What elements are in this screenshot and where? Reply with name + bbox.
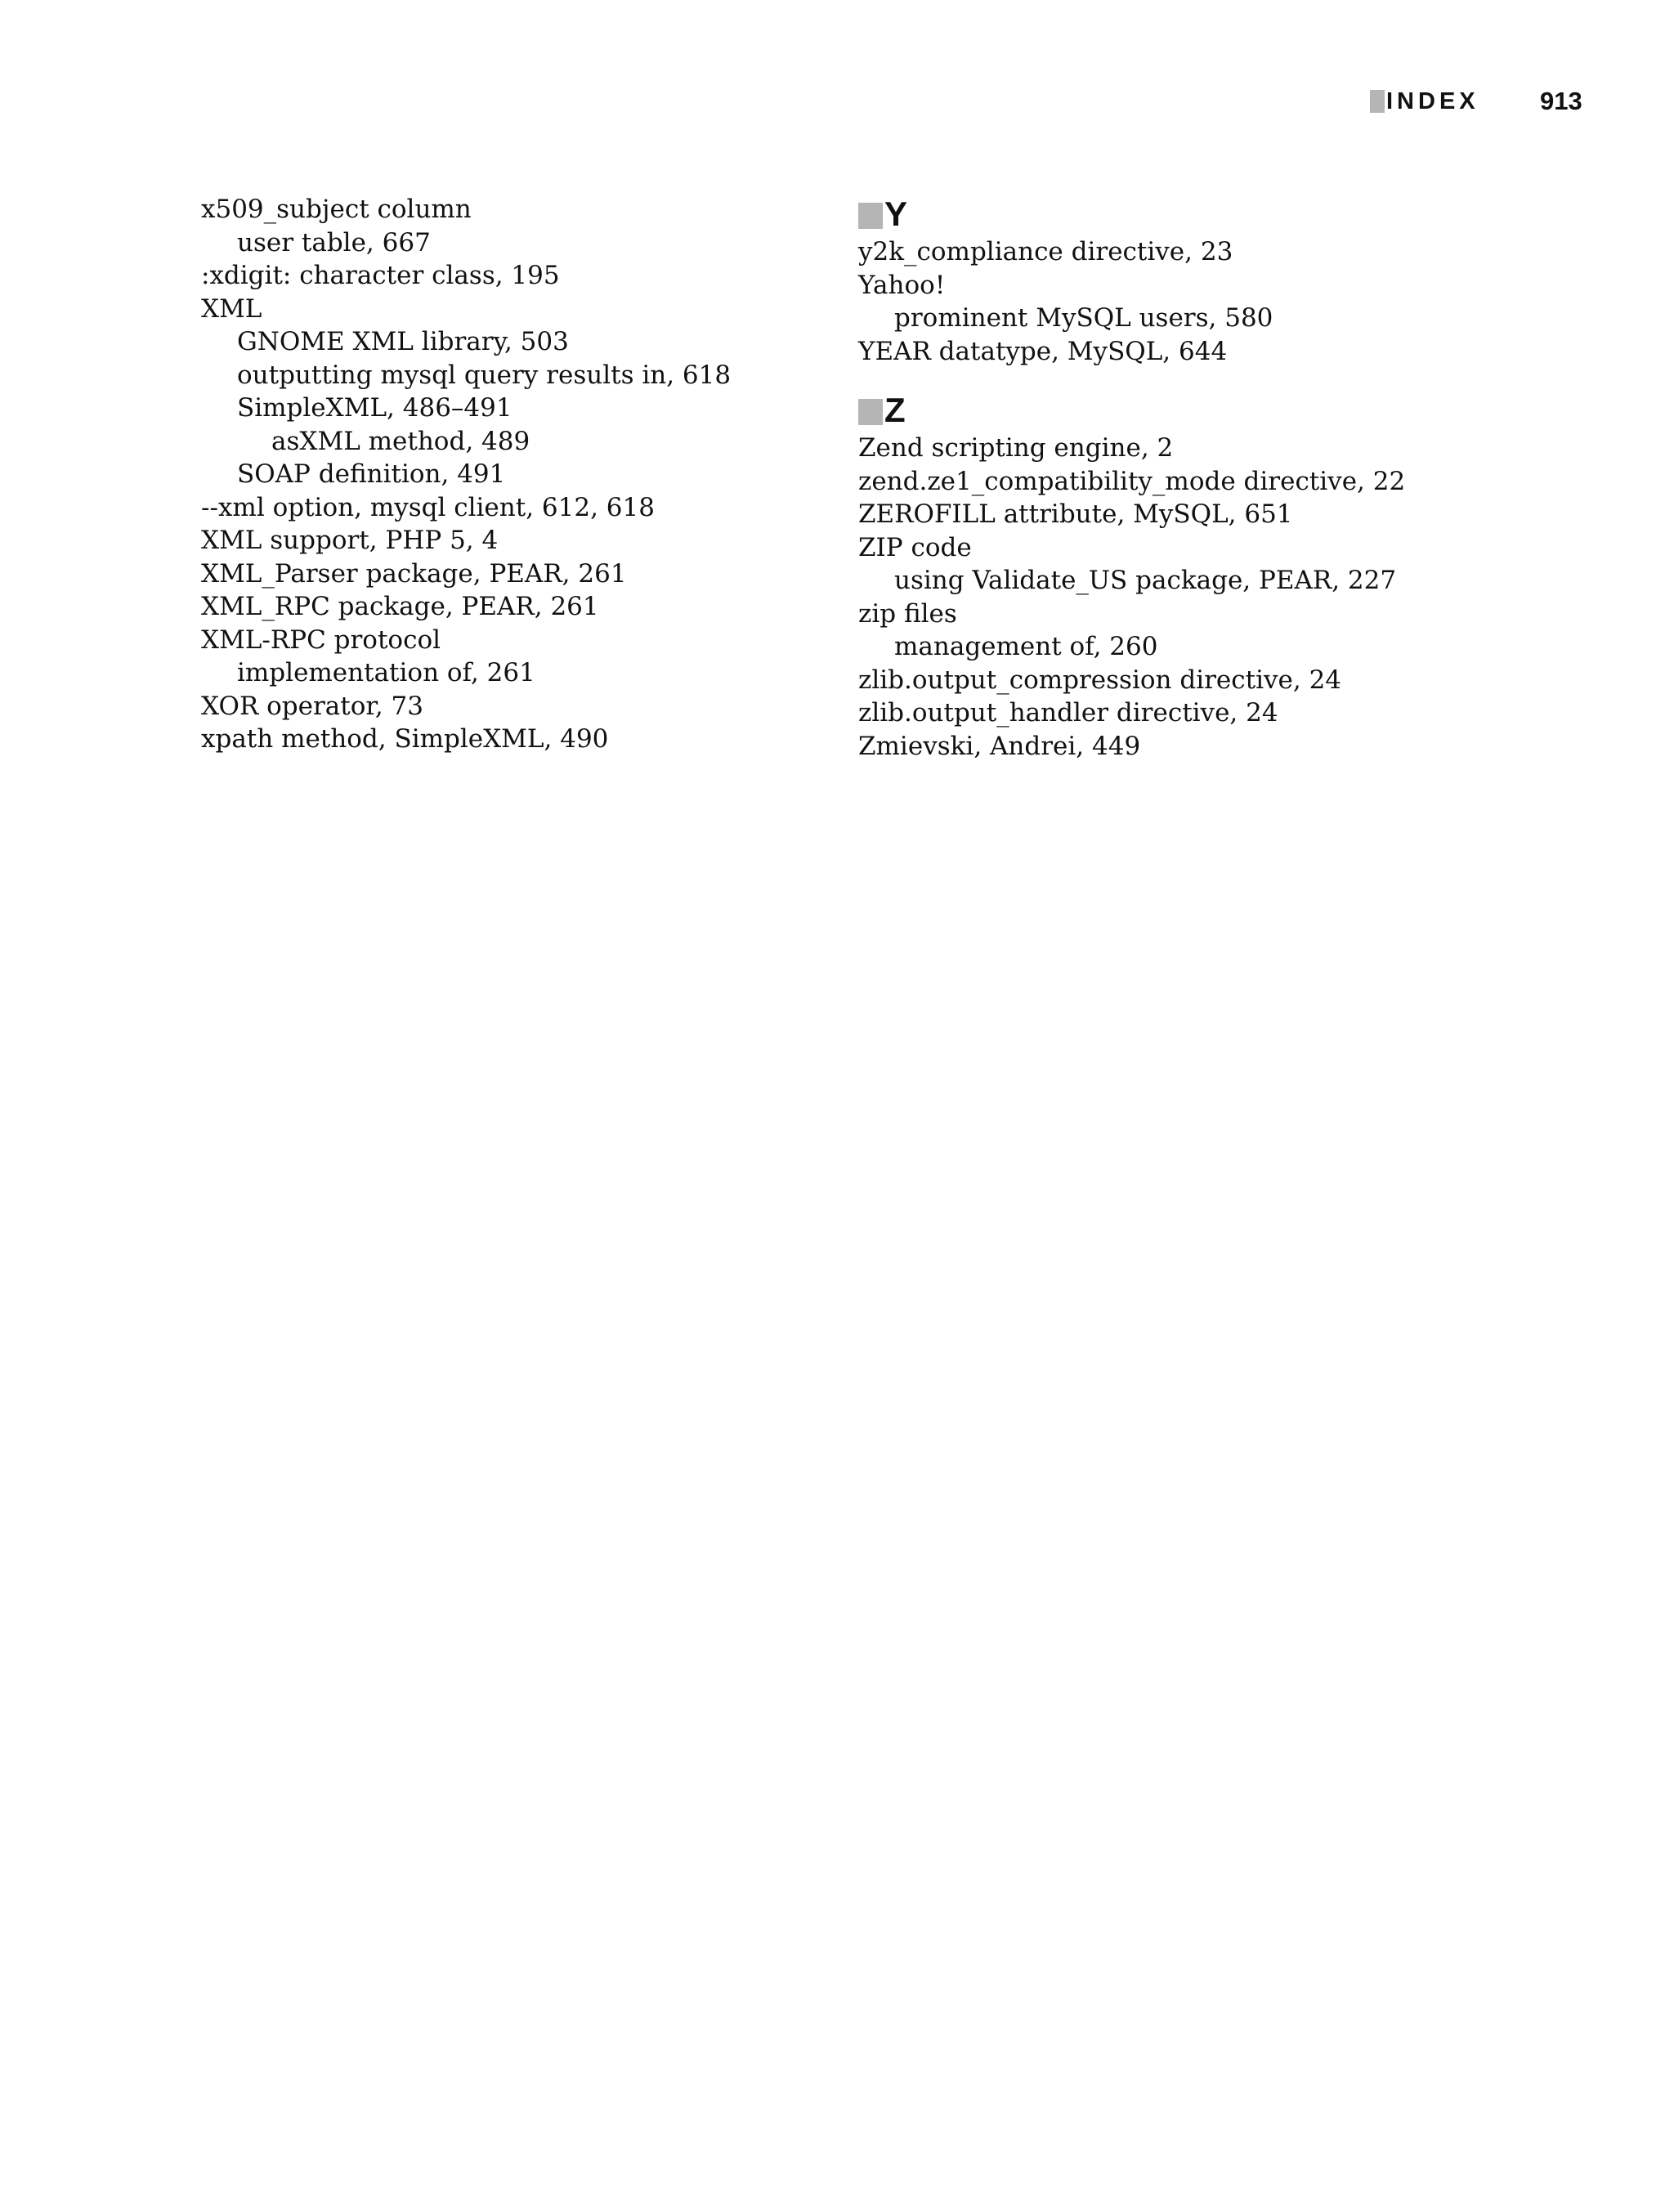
section-heading-y [858,196,1529,232]
section-marker-square [1370,90,1385,113]
index-entry: zlib.output_handler directive, 24 [858,698,1278,728]
page-number: 913 [1540,87,1582,115]
index-subentry: user table, 667 [237,227,431,257]
index-entry: XOR operator, 73 [201,691,423,721]
index-entry: x509_subject column [201,195,472,224]
index-subentry: implementation of, 261 [237,658,535,687]
index-subentry: prominent MySQL users, 580 [894,303,1273,333]
index-entry: XML support, PHP 5, 4 [201,526,499,555]
running-head-label: INDEX [1386,88,1479,114]
index-entry: zip files [858,598,957,629]
index-entry: --xml option, mysql client, 612, 618 [201,492,655,522]
index-entry: Zmievski, Andrei, 449 [858,731,1141,761]
index-entry: XML-RPC protocol [201,625,441,655]
index-subentry: GNOME XML library, 503 [237,327,569,356]
index-subentry: outputting mysql query results in, 618 [237,360,732,390]
section-heading-z [858,392,1529,428]
index-entry: XML [201,293,262,324]
running-head [0,82,1674,121]
index-entry: xpath method, SimpleXML, 490 [201,724,609,754]
index-subentry: SOAP definition, 491 [237,459,506,489]
index-subentry: management of, 260 [894,632,1158,661]
index-column-left [201,193,839,756]
index-entry: YEAR datatype, MySQL, 644 [858,336,1228,366]
index-entry: Yahoo! [858,270,946,300]
index-entry: XML_RPC package, PEAR, 261 [201,592,599,621]
index-subsubentry: asXML method, 489 [271,426,530,456]
index-entry: y2k_compliance directive, 23 [858,237,1233,266]
index-entry: ZEROFILL attribute, MySQL, 651 [858,499,1293,529]
index-entry: ZIP code [858,532,972,562]
index-entry: zend.ze1_compatibility_mode directive, 22 [858,466,1406,496]
index-entry: zlib.output_compression directive, 24 [858,665,1342,695]
index-subentry: SimpleXML, 486–491 [237,393,512,423]
section-letter: Y [884,195,908,233]
index-column-right [858,196,1529,763]
index-entry: :xdigit: character class, 195 [201,261,560,290]
index-subentry: using Validate_US package, PEAR, 227 [894,566,1397,595]
index-entry: XML_Parser package, PEAR, 261 [201,558,627,589]
section-letter: Z [884,391,906,429]
section-marker-square [858,203,883,229]
index-entry: Zend scripting engine, 2 [858,433,1174,463]
section-marker-square [858,399,883,425]
